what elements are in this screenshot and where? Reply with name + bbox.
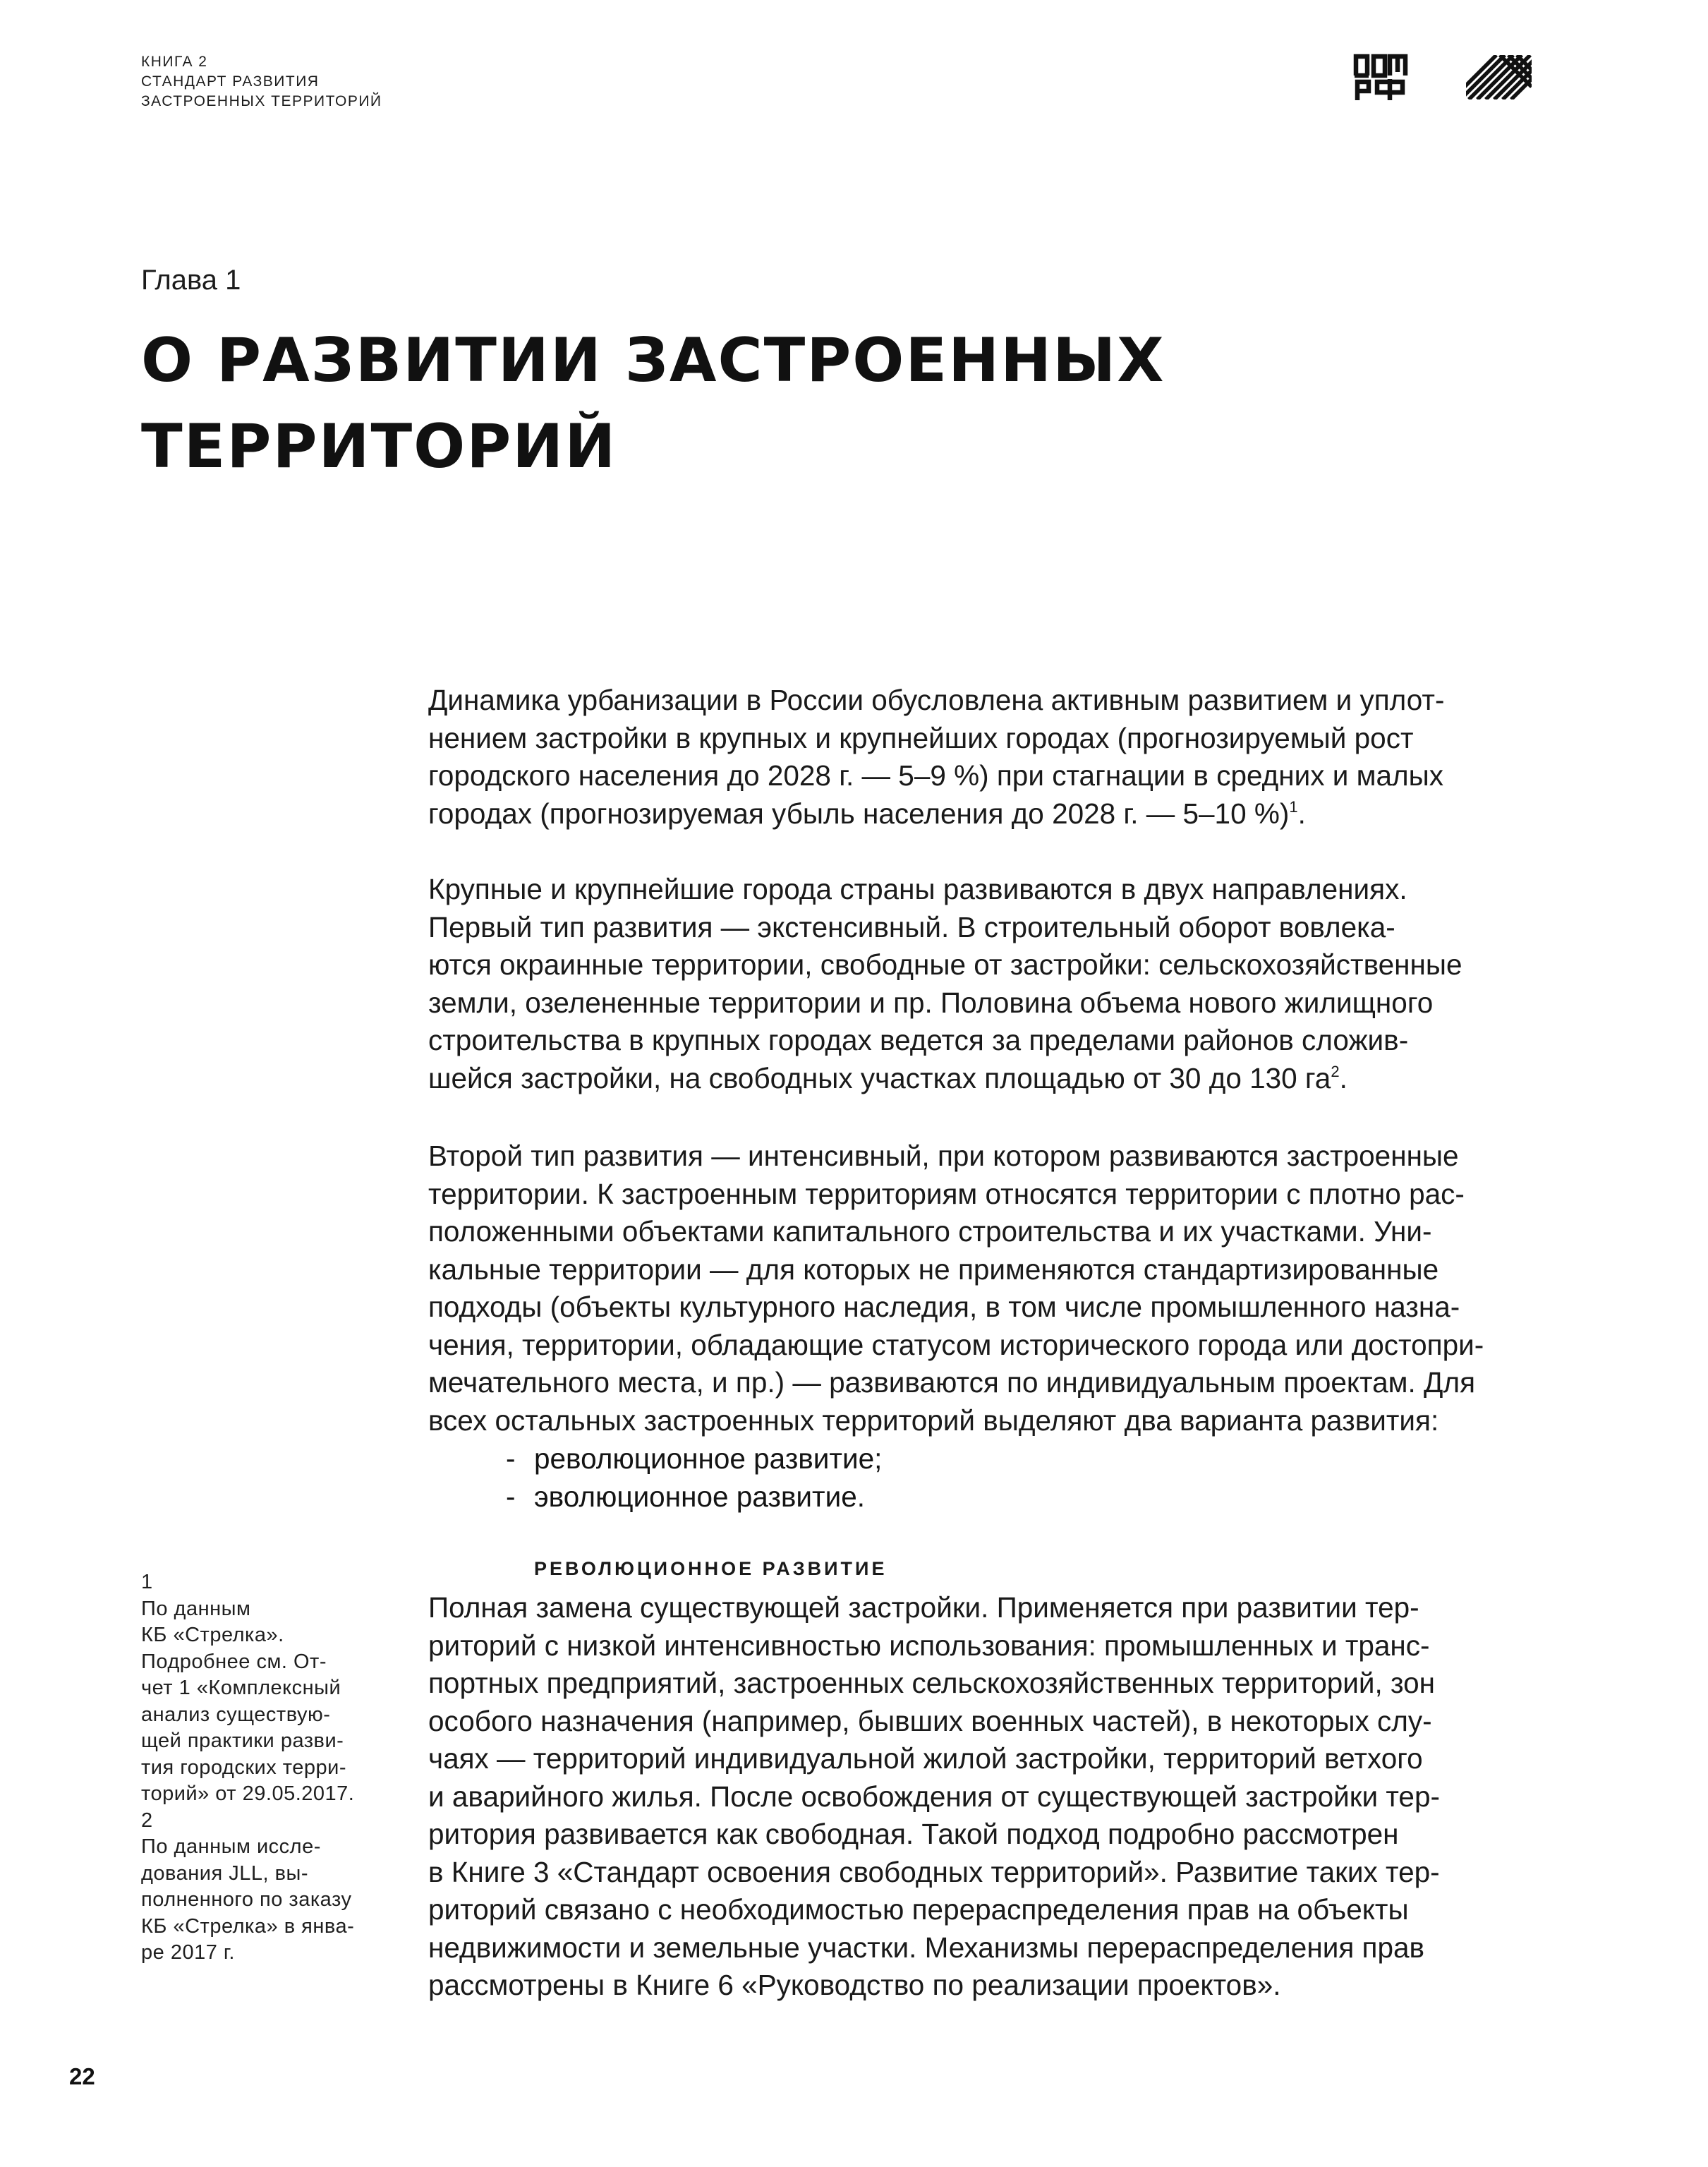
text-line: ритория развивается как свободная. Такой подход подробно рассмотрен <box>428 1818 1399 1850</box>
text-line: Динамика урбанизации в России обусловлена активным развитием и уплот- <box>428 684 1445 716</box>
book-header-line: СТАНДАРТ РАЗВИТИЯ <box>141 73 320 90</box>
list-dash: - <box>506 1480 516 1513</box>
footnote-line: 2 <box>141 1809 153 1832</box>
text-line: мечательного места, и пр.) — развиваются по индивидуальным проектам. Для <box>428 1366 1476 1399</box>
text-line: в Книге 3 «Стандарт освоения свободных территорий». Развитие таких тер- <box>428 1855 1440 1888</box>
text-line: городах (прогнозируемая убыль населения до 2028 г. — 5–10 %) <box>428 797 1290 830</box>
text-line: Крупные и крупнейшие города страны развиваются в двух направлениях. <box>428 873 1407 905</box>
text-line: шейся застройки, на свободных участках площадью от 30 до 130 га <box>428 1061 1331 1094</box>
list-dash: - <box>506 1442 516 1475</box>
text-line: строительства в крупных городах ведется за пределами районов сложив- <box>428 1024 1409 1056</box>
chapter-label: Глава 1 <box>141 265 241 296</box>
section-heading: РЕВОЛЮЦИОННОЕ РАЗВИТИЕ <box>534 1558 888 1579</box>
paragraph-intensive <box>428 1137 1550 1439</box>
footnotes <box>141 1569 395 1967</box>
text-line: риторий связано с необходимостью перераспределения прав на объекты <box>428 1893 1409 1926</box>
dom-rf-logo-icon <box>1353 52 1408 103</box>
paragraph-extensive <box>428 871 1550 1097</box>
footnote-line: полненного по заказу <box>141 1888 352 1911</box>
footnote-line: анализ существую- <box>141 1703 331 1726</box>
list-item-text: революционное развитие; <box>534 1442 883 1475</box>
list-item <box>506 1478 882 1516</box>
text-line: положенными объектами капитального строительства и их участками. Уни- <box>428 1215 1432 1248</box>
footnote-line: Подробнее см. От- <box>141 1650 327 1673</box>
footnote-line: дования JLL, вы- <box>141 1861 309 1885</box>
chapter-title-line: ТЕРРИТОРИЙ <box>141 411 617 482</box>
variants-list <box>506 1440 882 1516</box>
text-line: риторий с низкой интенсивностью использования: промышленных и транс- <box>428 1629 1430 1662</box>
list-item-text: эволюционное развитие. <box>534 1480 865 1513</box>
text-line: земли, озелененные территории и пр. Половина объема нового жилищного <box>428 986 1434 1019</box>
footnote-line: 1 <box>141 1571 153 1593</box>
text-line: Полная замена существующей застройки. Применяется при развитии тер- <box>428 1591 1419 1624</box>
chapter-title-line: О РАЗВИТИИ ЗАСТРОЕННЫХ <box>141 325 1165 396</box>
footnote-line: торий» от 29.05.2017. <box>141 1782 355 1805</box>
chapter-title <box>141 318 1165 490</box>
paragraph-revolutionary <box>428 1589 1550 2005</box>
footnote-line: тия городских терри- <box>141 1756 346 1779</box>
text-line: особого назначения (например, бывших военных частей), в некоторых слу- <box>428 1704 1432 1737</box>
footnote-line: чет 1 «Комплексный <box>141 1677 341 1699</box>
text-line: кальные территории — для которых не применяются стандартизированные <box>428 1252 1439 1286</box>
text-line: портных предприятий, застроенных сельскохозяйственных территорий, зон <box>428 1667 1436 1699</box>
text-line: рассмотрены в Книге 6 «Руководство по реализации проектов». <box>428 1969 1281 2001</box>
end-punct: . <box>1339 1061 1347 1094</box>
paragraph-urbanization <box>428 682 1550 833</box>
text-line: территории. К застроенным территориям относятся территории с плотно рас- <box>428 1177 1465 1210</box>
text-line-last <box>428 1060 1550 1098</box>
text-line: чения, территории, обладающие статусом исторического города или достопри- <box>428 1328 1484 1361</box>
page-number: 22 <box>69 2063 95 2089</box>
text-line: подходы (объекты культурного наследия, в том числе промышленного назна- <box>428 1291 1460 1323</box>
footnote-ref-1: 1 <box>1289 797 1298 816</box>
list-item <box>506 1440 882 1478</box>
text-line: нением застройки в крупных и крупнейших городах (прогнозируемый рост <box>428 721 1414 754</box>
book-header-line: КНИГА 2 <box>141 54 208 70</box>
end-punct: . <box>1297 797 1306 830</box>
footnote-line: По данным иссле- <box>141 1835 321 1858</box>
pattern-logo-icon <box>1466 55 1532 99</box>
text-line: чаях — территорий индивидуальной жилой застройки, территорий ветхого <box>428 1742 1423 1775</box>
footnote-line: ре 2017 г. <box>141 1941 235 1964</box>
text-line: всех остальных застроенных территорий выделяют два варианта развития: <box>428 1404 1439 1437</box>
book-header <box>141 52 382 111</box>
footnote-line: щей практики разви- <box>141 1730 344 1752</box>
text-line: Второй тип развития — интенсивный, при котором развиваются застроенные <box>428 1140 1459 1172</box>
text-line-last <box>428 795 1550 833</box>
footnote-ref-2: 2 <box>1331 1062 1340 1080</box>
footnote-line: КБ «Стрелка» в янва- <box>141 1914 355 1938</box>
footnote-line: КБ «Стрелка». <box>141 1624 284 1646</box>
book-header-line: ЗАСТРОЕННЫХ ТЕРРИТОРИЙ <box>141 93 382 109</box>
footnote-line: По данным <box>141 1597 251 1620</box>
text-line: недвижимости и земельные участки. Механизмы перераспределения прав <box>428 1931 1425 1964</box>
text-line: городского населения до 2028 г. — 5–9 %) при стагнации в средних и малых <box>428 759 1443 792</box>
text-line: и аварийного жилья. После освобождения от существующей застройки тер- <box>428 1780 1440 1813</box>
text-line: ются окраинные территории, свободные от застройки: сельскохозяйственные <box>428 948 1462 981</box>
text-line: Первый тип развития — экстенсивный. В строительный оборот вовлека- <box>428 910 1395 943</box>
